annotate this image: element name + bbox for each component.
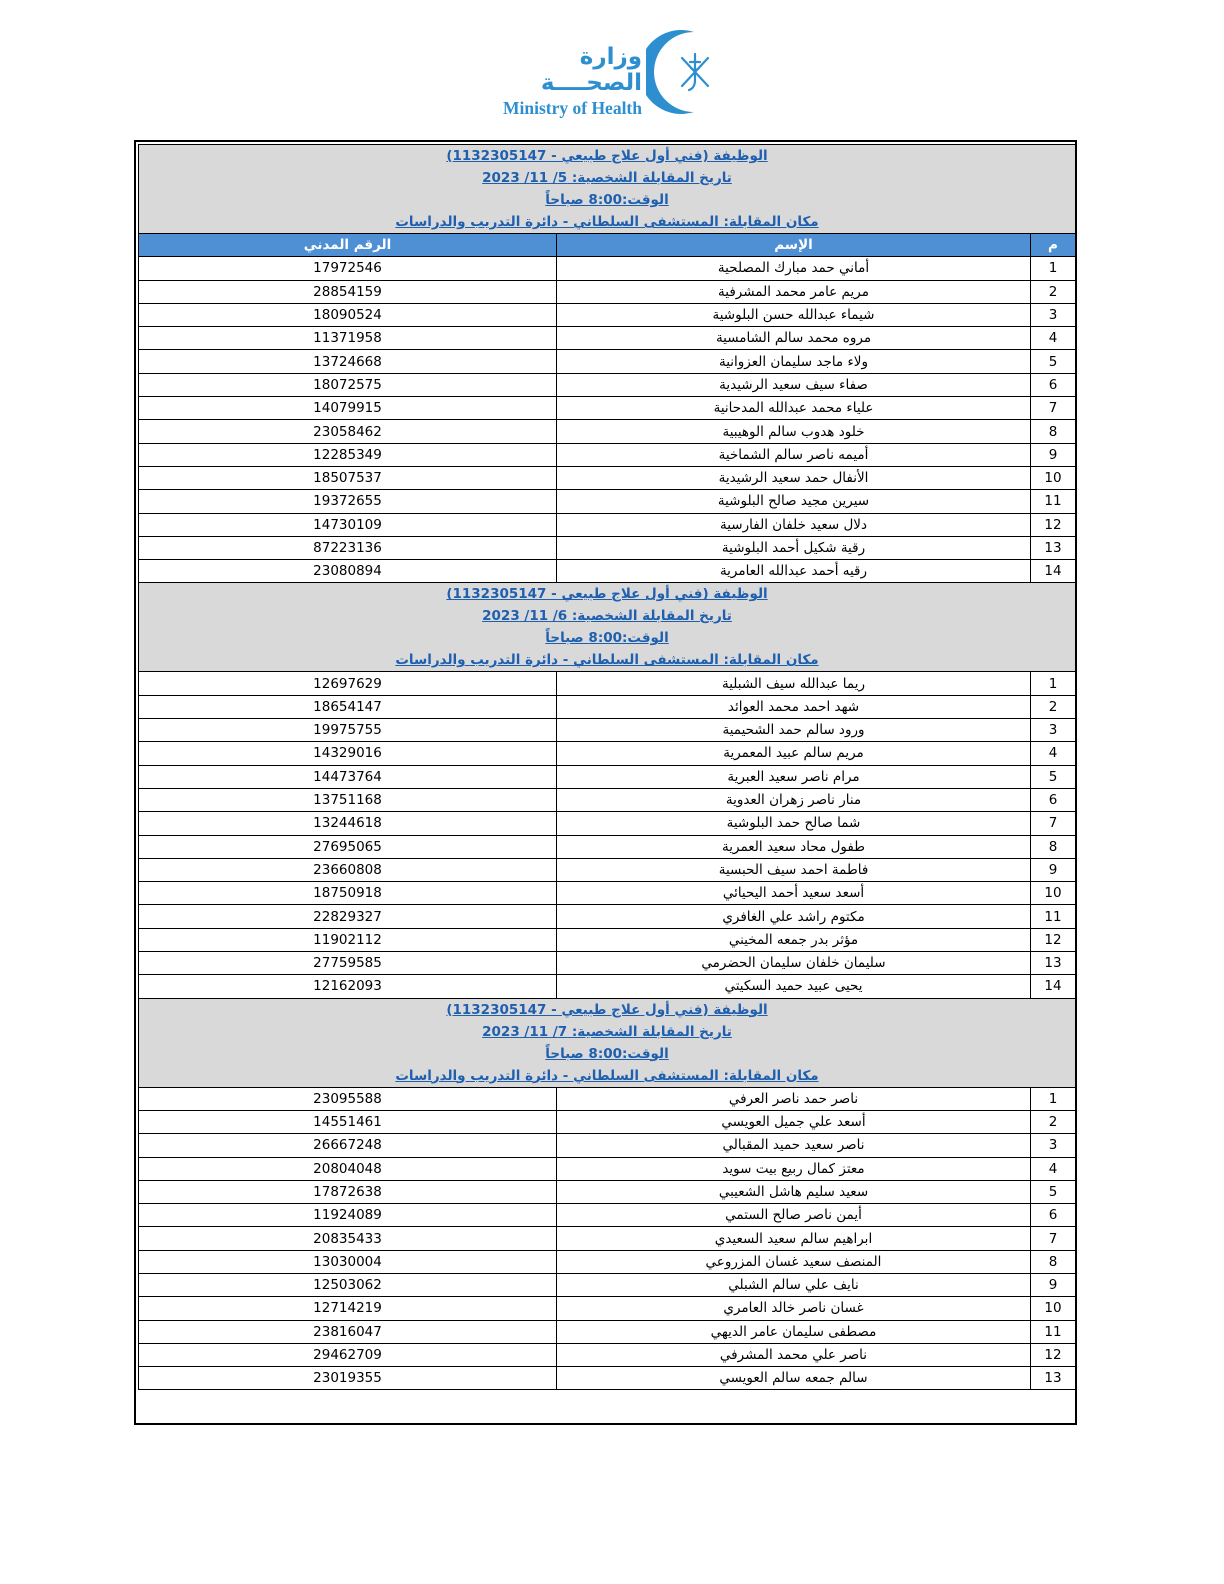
table-row [139,466,1076,489]
row-number-cell: 5 [1031,765,1076,788]
table-row [139,1157,1076,1180]
table-row [139,1087,1076,1110]
name-cell: دلال سعيد خلفان الفارسية [557,513,1031,536]
name-cell: ولاء ماجد سليمان العزوانية [557,350,1031,373]
civil-id-cell: 13724668 [139,350,557,373]
row-number-cell: 3 [1031,1134,1076,1157]
column-number: م [1031,234,1076,257]
civil-id-cell: 20835433 [139,1227,557,1250]
row-number-cell: 5 [1031,1180,1076,1203]
interview-place: مكان المقابلة: المستشفى السلطاني - دائرة التدريب والدراسات [395,652,819,669]
table-row [139,1134,1076,1157]
civil-id-cell: 12162093 [139,975,557,998]
table-row [139,280,1076,303]
civil-id-cell: 11371958 [139,327,557,350]
column-civil-id: الرقم المدني [139,234,557,257]
name-cell: ناصر علي محمد المشرفي [557,1343,1031,1366]
table-row [139,1180,1076,1203]
table-row [139,858,1076,881]
column-header-row [139,234,1076,257]
session-header [139,998,1076,1087]
name-cell: صفاء سيف سعيد الرشيدية [557,373,1031,396]
civil-id-cell: 20804048 [139,1157,557,1180]
name-cell: مرام ناصر سعيد العبرية [557,765,1031,788]
interview-date: تاريخ المقابلة الشخصية: 5/ 11/ 2023 [482,170,732,186]
civil-id-cell: 18750918 [139,882,557,905]
table-row [139,373,1076,396]
civil-id-cell: 18072575 [139,373,557,396]
civil-id-cell: 18507537 [139,466,557,489]
name-cell: شهد احمد محمد العوائد [557,695,1031,718]
civil-id-cell: 87223136 [139,536,557,559]
civil-id-cell: 23660808 [139,858,557,881]
table-row [139,1320,1076,1343]
name-cell: أميمه ناصر سالم الشماخية [557,443,1031,466]
name-cell: مؤثر بدر جمعه المخيني [557,928,1031,951]
name-cell: سالم جمعه سالم العويسي [557,1367,1031,1390]
table-row [139,350,1076,373]
civil-id-cell: 13030004 [139,1250,557,1273]
table-row [139,812,1076,835]
row-number-cell: 13 [1031,952,1076,975]
table-row [139,1250,1076,1273]
row-number-cell: 9 [1031,443,1076,466]
row-number-cell: 11 [1031,1320,1076,1343]
table-row [139,1343,1076,1366]
name-cell: شيماء عبدالله حسن البلوشية [557,303,1031,326]
table-row [139,1110,1076,1133]
name-cell: المنصف سعيد غسان المزروعي [557,1250,1031,1273]
civil-id-cell: 12503062 [139,1273,557,1296]
row-number-cell: 9 [1031,1273,1076,1296]
table-row [139,905,1076,928]
name-cell: مكتوم راشد علي الغافري [557,905,1031,928]
row-number-cell: 14 [1031,560,1076,583]
table-row [139,257,1076,280]
civil-id-cell: 28854159 [139,280,557,303]
name-cell: أماني حمد مبارك المصلحية [557,257,1031,280]
session-info [139,998,1076,1087]
org-name-en: Ministry of Health [502,98,642,118]
row-number-cell: 1 [1031,1087,1076,1110]
name-cell: غسان ناصر خالد العامري [557,1297,1031,1320]
civil-id-cell: 13751168 [139,788,557,811]
name-cell: مصطفى سليمان عامر الديهي [557,1320,1031,1343]
row-number-cell: 13 [1031,536,1076,559]
row-number-cell: 7 [1031,1227,1076,1250]
row-number-cell: 12 [1031,1343,1076,1366]
interview-time: الوقت:8:00 صباحاً [545,1045,669,1062]
name-cell: أسعد سعيد أحمد اليحيائي [557,882,1031,905]
session-header [139,145,1076,234]
name-cell: سليمان خلفان سليمان الحضرمي [557,952,1031,975]
name-cell: معتز كمال ربيع بيت سويد [557,1157,1031,1180]
civil-id-cell: 23080894 [139,560,557,583]
session-header [139,583,1076,672]
row-number-cell: 4 [1031,1157,1076,1180]
civil-id-cell: 11902112 [139,928,557,951]
table-row [139,928,1076,951]
table-row [139,1273,1076,1296]
civil-id-cell: 26667248 [139,1134,557,1157]
civil-id-cell: 12697629 [139,672,557,695]
name-cell: علياء محمد عبدالله المدحانية [557,397,1031,420]
civil-id-cell: 14473764 [139,765,557,788]
row-number-cell: 11 [1031,490,1076,513]
table-row [139,513,1076,536]
civil-id-cell: 19372655 [139,490,557,513]
name-cell: مروه محمد سالم الشامسية [557,327,1031,350]
civil-id-cell: 27759585 [139,952,557,975]
table-row [139,975,1076,998]
civil-id-cell: 17972546 [139,257,557,280]
table-row [139,672,1076,695]
name-cell: أسعد علي جميل العويسي [557,1110,1031,1133]
civil-id-cell: 17872638 [139,1180,557,1203]
row-number-cell: 1 [1031,257,1076,280]
civil-id-cell: 23058462 [139,420,557,443]
row-number-cell: 12 [1031,928,1076,951]
name-cell: ابراهيم سالم سعيد السعيدي [557,1227,1031,1250]
row-number-cell: 2 [1031,1110,1076,1133]
civil-id-cell: 11924089 [139,1204,557,1227]
interview-schedule [134,140,1077,1425]
row-number-cell: 3 [1031,303,1076,326]
row-number-cell: 7 [1031,397,1076,420]
table-row [139,742,1076,765]
table-row [139,719,1076,742]
table-row [139,1227,1076,1250]
name-cell: رقية شكيل أحمد البلوشية [557,536,1031,559]
civil-id-cell: 13244618 [139,812,557,835]
row-number-cell: 6 [1031,373,1076,396]
civil-id-cell: 23019355 [139,1367,557,1390]
table-row [139,303,1076,326]
job-title: الوظيفة (فني أول علاج طبيعي - 1132305147) [446,148,768,164]
civil-id-cell: 23816047 [139,1320,557,1343]
name-cell: أيمن ناصر صالح الستمي [557,1204,1031,1227]
row-number-cell: 8 [1031,1250,1076,1273]
crescent-emblem-icon [646,28,732,116]
org-name-ar: وزارة الصحــــة [540,44,642,96]
row-number-cell: 6 [1031,1204,1076,1227]
name-cell: مريم عامر محمد المشرفية [557,280,1031,303]
row-number-cell: 4 [1031,327,1076,350]
table-row [139,1297,1076,1320]
table-row [139,695,1076,718]
civil-id-cell: 23095588 [139,1087,557,1110]
row-number-cell: 12 [1031,513,1076,536]
table-row [139,560,1076,583]
table-row [139,882,1076,905]
table-row [139,327,1076,350]
logo-text [482,44,642,119]
interview-place: مكان المقابلة: المستشفى السلطاني - دائرة التدريب والدراسات [395,214,819,230]
civil-id-cell: 18654147 [139,695,557,718]
row-number-cell: 6 [1031,788,1076,811]
row-number-cell: 14 [1031,975,1076,998]
row-number-cell: 7 [1031,812,1076,835]
job-title: الوظيفة (فني أول علاج طبيعي - 1132305147) [446,1001,768,1018]
table-row [139,420,1076,443]
table-row [139,1367,1076,1390]
civil-id-cell: 12285349 [139,443,557,466]
row-number-cell: 11 [1031,905,1076,928]
civil-id-cell: 14329016 [139,742,557,765]
name-cell: شما صالح حمد البلوشية [557,812,1031,835]
name-cell: مريم سالم عبيد المعمرية [557,742,1031,765]
name-cell: منار ناصر زهران العدوية [557,788,1031,811]
row-number-cell: 3 [1031,719,1076,742]
name-cell: سيرين مجيد صالح البلوشية [557,490,1031,513]
row-number-cell: 1 [1031,672,1076,695]
row-number-cell: 8 [1031,835,1076,858]
interview-time: الوقت:8:00 صباحاً [545,630,669,647]
row-number-cell: 9 [1031,858,1076,881]
row-number-cell: 10 [1031,466,1076,489]
row-number-cell: 8 [1031,420,1076,443]
job-title: الوظيفة (فني أول علاج طبيعي - 1132305147) [446,586,768,603]
session-info [139,583,1076,672]
name-cell: ورود سالم حمد الشحيمية [557,719,1031,742]
interview-date: تاريخ المقابلة الشخصية: 6/ 11/ 2023 [482,608,732,625]
civil-id-cell: 14730109 [139,513,557,536]
civil-id-cell: 12714219 [139,1297,557,1320]
interview-time: الوقت:8:00 صباحاً [545,192,669,208]
table-row [139,536,1076,559]
row-number-cell: 5 [1031,350,1076,373]
table-row [139,952,1076,975]
name-cell: طفول محاد سعيد العمرية [557,835,1031,858]
row-number-cell: 4 [1031,742,1076,765]
interview-date: تاريخ المقابلة الشخصية: 7/ 11/ 2023 [482,1023,732,1040]
civil-id-cell: 14079915 [139,397,557,420]
row-number-cell: 10 [1031,1297,1076,1320]
interview-place: مكان المقابلة: المستشفى السلطاني - دائرة التدريب والدراسات [395,1067,819,1084]
name-cell: رقيه أحمد عبدالله العامرية [557,560,1031,583]
name-cell: ريما عبدالله سيف الشبلية [557,672,1031,695]
column-name: الإسم [557,234,1031,257]
row-number-cell: 2 [1031,280,1076,303]
civil-id-cell: 22829327 [139,905,557,928]
table-row [139,835,1076,858]
session-info [139,145,1076,234]
name-cell: ناصر حمد ناصر العرفي [557,1087,1031,1110]
table-row [139,765,1076,788]
name-cell: سعيد سليم هاشل الشعيبي [557,1180,1031,1203]
name-cell: ناصر سعيد حميد المقبالي [557,1134,1031,1157]
table-row [139,490,1076,513]
civil-id-cell: 18090524 [139,303,557,326]
name-cell: الأنفال حمد سعيد الرشيدية [557,466,1031,489]
table-row [139,443,1076,466]
row-number-cell: 2 [1031,695,1076,718]
civil-id-cell: 29462709 [139,1343,557,1366]
name-cell: فاطمة احمد سيف الحبسية [557,858,1031,881]
table-row [139,788,1076,811]
row-number-cell: 10 [1031,882,1076,905]
row-number-cell: 13 [1031,1367,1076,1390]
table-row [139,1204,1076,1227]
civil-id-cell: 19975755 [139,719,557,742]
name-cell: يحيى عبيد حميد السكيتي [557,975,1031,998]
civil-id-cell: 14551461 [139,1110,557,1133]
ministry-logo [482,28,732,120]
table-row [139,397,1076,420]
name-cell: نايف علي سالم الشبلي [557,1273,1031,1296]
name-cell: خلود هدوب سالم الوهيبية [557,420,1031,443]
civil-id-cell: 27695065 [139,835,557,858]
roster-table [138,144,1076,1390]
